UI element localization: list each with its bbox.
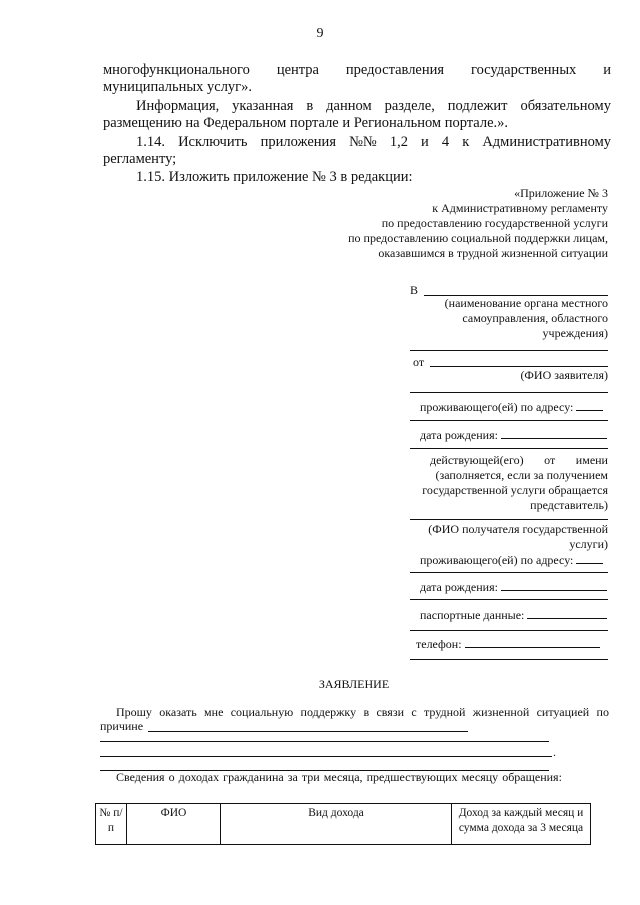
address-field-2b[interactable]	[410, 572, 608, 573]
address-field-2[interactable]	[576, 551, 603, 564]
from-prefix: от	[413, 355, 425, 369]
paragraph-3	[136, 134, 611, 151]
word: в	[363, 705, 370, 719]
phone-field[interactable]	[465, 635, 600, 648]
word: месяцу	[461, 770, 499, 784]
passport-text: паспортные данные:	[420, 608, 525, 622]
residing-text: проживающего(ей) по адресу:	[420, 400, 574, 414]
residing-text: проживающего(ей) по адресу:	[420, 553, 574, 567]
hint-line: представитель)	[530, 498, 608, 512]
address-field-1b[interactable]	[410, 420, 608, 421]
word: №№	[349, 134, 377, 150]
appendix-line: по предоставлению государственной услуги	[381, 216, 608, 230]
paragraph-4: 1.15. Изложить приложение № 3 в редакции:	[136, 169, 413, 185]
dob-text: дата рождения:	[420, 580, 498, 594]
paragraph-3-line-2: регламенту;	[103, 151, 177, 167]
word: предоставления	[345, 62, 445, 78]
word: оказать	[159, 705, 197, 719]
paragraph-2-line-2: размещению на Федеральном портале и Региональном портале.».	[103, 115, 509, 131]
word: к	[462, 134, 470, 150]
hint-line: (ФИО получателя государственной	[428, 522, 608, 536]
phone-text: телефон:	[416, 637, 462, 651]
passport-field[interactable]	[527, 606, 607, 619]
applicant-fio-field[interactable]	[430, 366, 608, 367]
hint-line: учреждения)	[542, 326, 608, 340]
paragraph-2	[136, 98, 611, 115]
word: поддержку	[300, 705, 357, 719]
word: приложения	[260, 134, 336, 150]
col-fio: ФИО	[127, 804, 221, 845]
word: по	[596, 705, 609, 719]
org-hint	[400, 296, 608, 341]
dob-field-1[interactable]	[501, 426, 607, 439]
hint-line: услуги)	[569, 537, 608, 551]
dob-field-2[interactable]	[501, 578, 607, 591]
appendix-line: к Административному регламенту	[432, 201, 608, 215]
word: Исключить	[178, 134, 248, 150]
word: центра	[276, 62, 319, 78]
word: Сведения	[116, 770, 165, 784]
passport-label	[420, 606, 607, 623]
income-table	[95, 803, 591, 845]
col-income-amount: Доход за каждый месяц и сумма дохода за 3 месяца	[452, 804, 591, 845]
acting-hint	[400, 468, 608, 513]
phone-field-b[interactable]	[410, 659, 608, 660]
word: обязательному	[520, 98, 611, 114]
word: подлежит	[447, 98, 508, 114]
appendix-header	[300, 186, 608, 261]
reason-label: причине	[100, 719, 144, 733]
word: разделе,	[384, 98, 435, 114]
appendix-line: по предоставлению социальной поддержки лицам,	[348, 231, 608, 245]
hint-line: (заполняется, если за получением	[435, 468, 608, 482]
word: доходах	[178, 770, 220, 784]
word: связи	[376, 705, 404, 719]
word: и	[603, 62, 611, 78]
page-number: 9	[316, 26, 324, 41]
income-intro	[116, 770, 562, 785]
word: с	[411, 705, 417, 719]
dob-label-2	[420, 578, 607, 595]
dob-text: дата рождения:	[420, 428, 498, 442]
word: ситуацией	[536, 705, 590, 719]
to-prefix: В	[410, 283, 419, 297]
col-number: № п/п	[96, 804, 127, 845]
word: указанная	[232, 98, 294, 114]
word: жизненной	[472, 705, 530, 719]
paragraph-1-line-2: муниципальных услуг».	[103, 79, 253, 95]
dob-field-1b[interactable]	[410, 448, 608, 449]
word: в	[306, 98, 314, 114]
word: гражданина	[223, 770, 284, 784]
applicant-fio-field-2[interactable]	[410, 392, 608, 393]
hint-line: государственной услуги обращается	[422, 483, 608, 497]
recipient-fio-field[interactable]	[410, 519, 608, 520]
word: имени	[575, 453, 608, 467]
request-line	[116, 705, 609, 720]
hint-line: (наименование органа местного	[444, 296, 608, 310]
fio-hint: (ФИО заявителя)	[520, 368, 608, 382]
word: три	[301, 770, 320, 784]
word: социальную	[230, 705, 294, 719]
hint-line: самоуправления, областного	[462, 311, 608, 325]
reason-period: .	[553, 745, 556, 759]
paragraph-1	[103, 62, 611, 79]
word: многофункционального	[103, 62, 250, 78]
residing-label-1	[420, 398, 603, 415]
word: Административному	[482, 134, 611, 150]
address-field-1[interactable]	[576, 398, 603, 411]
word: о	[168, 770, 175, 784]
residing-label-2	[420, 551, 603, 568]
word: государственных	[470, 62, 577, 78]
acting-line	[430, 453, 608, 468]
recipient-hint	[400, 522, 608, 552]
reason-field-3[interactable]	[100, 756, 552, 757]
word: Информация,	[136, 98, 220, 114]
word: и	[421, 134, 429, 150]
word: действующей(его)	[430, 453, 524, 467]
word: от	[544, 453, 556, 467]
word: за	[287, 770, 298, 784]
table-header-row	[96, 804, 591, 845]
appendix-line: оказавшимся в трудной жизненной ситуации	[378, 246, 608, 260]
word: обращения:	[502, 770, 562, 784]
word: предшествующих	[366, 770, 458, 784]
org-name-field-2[interactable]	[410, 350, 608, 351]
reason-field-2[interactable]	[100, 741, 549, 742]
phone-label	[416, 635, 600, 652]
dob-field-2b[interactable]	[410, 599, 608, 600]
word: 4	[441, 134, 450, 150]
word: 1.14.	[136, 134, 165, 150]
word: данном	[326, 98, 372, 114]
word: мне	[204, 705, 224, 719]
passport-field-b[interactable]	[410, 630, 608, 631]
word: Прошу	[116, 705, 152, 719]
col-income-type: Вид дохода	[221, 804, 452, 845]
word: трудной	[424, 705, 466, 719]
reason-field-1[interactable]	[148, 731, 468, 732]
appendix-line: «Приложение № 3	[514, 186, 608, 200]
word: 1,2	[389, 134, 408, 150]
dob-label-1	[420, 426, 607, 443]
word: месяца,	[323, 770, 363, 784]
statement-title: ЗАЯВЛЕНИЕ	[318, 677, 390, 691]
